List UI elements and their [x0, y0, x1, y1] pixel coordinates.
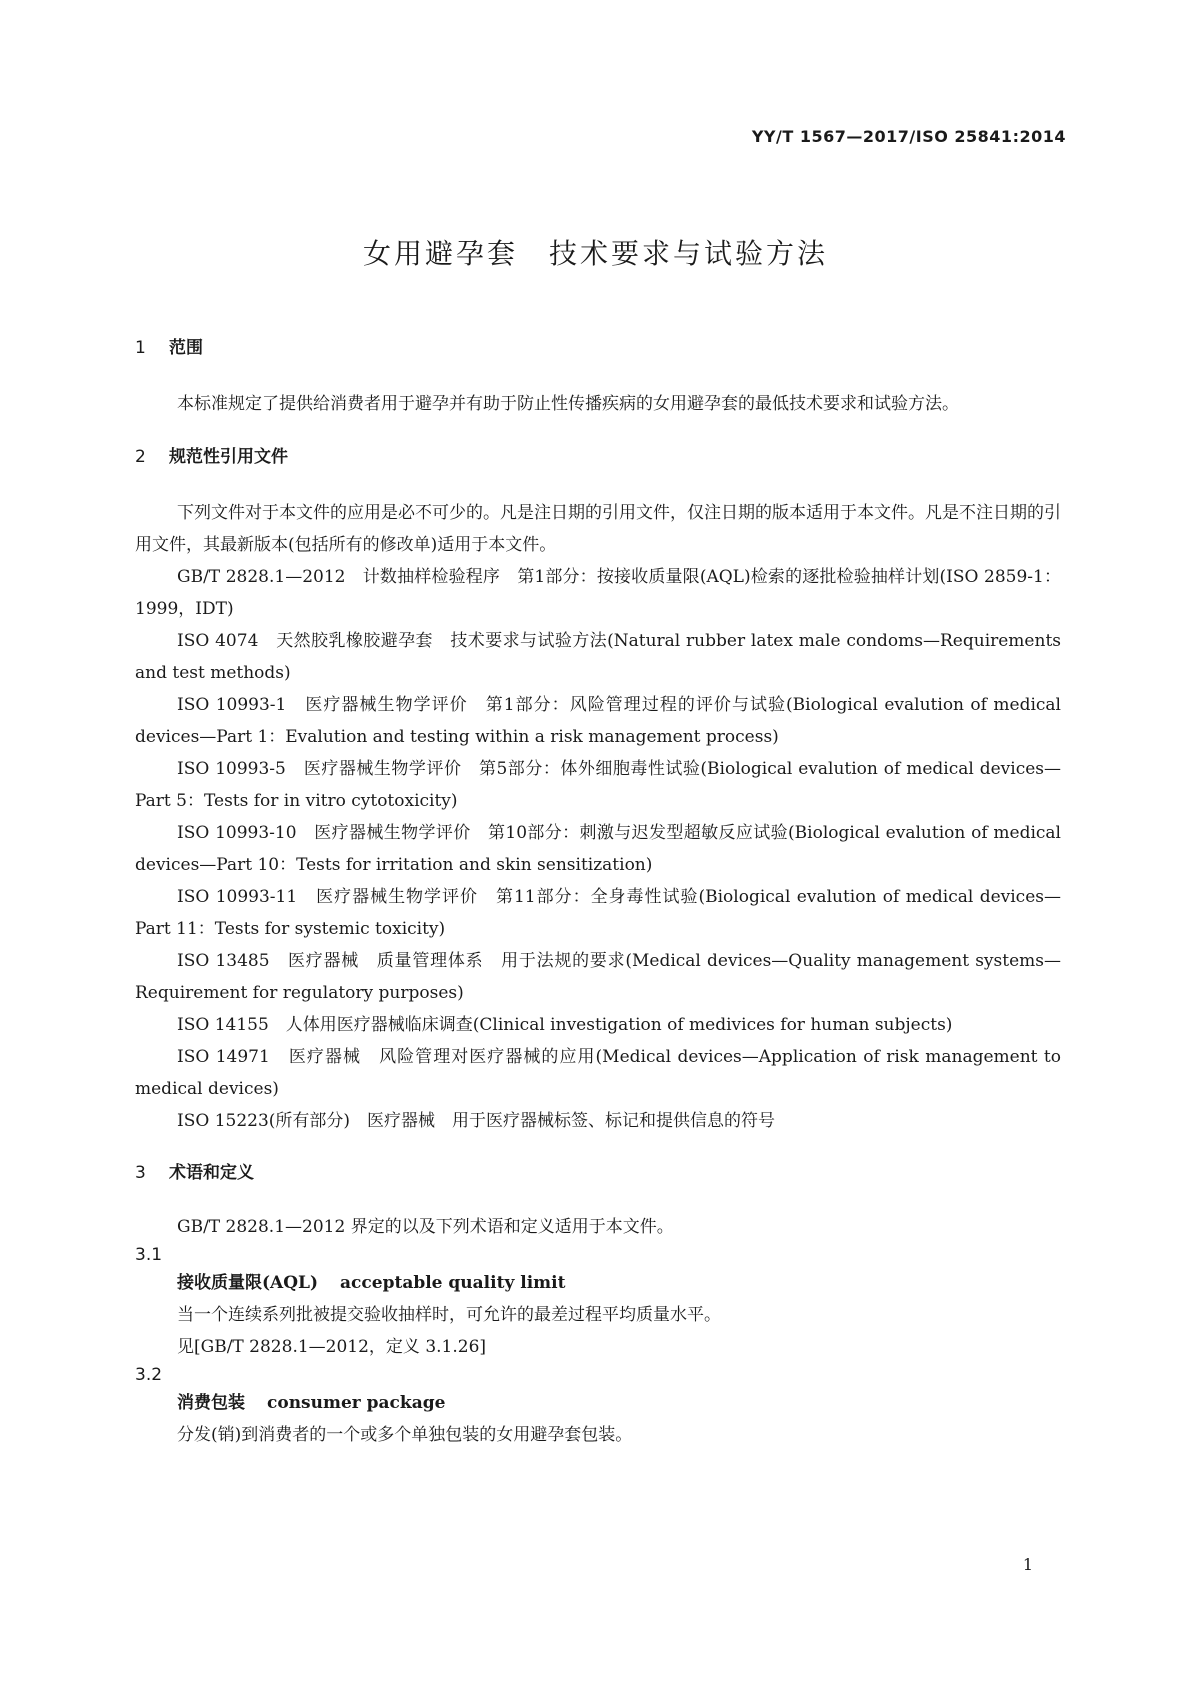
term-source: 见[GB/T 2828.1—2012，定义 3.1.26]: [177, 1337, 487, 1357]
reference-item: ISO 14971 医疗器械 风险管理对医疗器械的应用(Medical devices—Application of risk management to medical devices): [135, 1047, 1061, 1099]
terms-intro: GB/T 2828.1—2012 界定的以及下列术语和定义适用于本文件。: [177, 1217, 674, 1237]
normative-intro: 下列文件对于本文件的应用是必不可少的。凡是注日期的引用文件，仅注日期的版本适用于本文件。凡是不注日期的引用文件，其最新版本(包括所有的修改单)适用于本文件。: [135, 503, 1061, 555]
reference-item: ISO 10993-11 医疗器械生物学评价 第11部分：全身毒性试验(Biological evalution of medical devices—Part 11：Tests for systemic toxicity): [135, 887, 1061, 939]
reference-item: ISO 13485 医疗器械 质量管理体系 用于法规的要求(Medical devices—Quality management systems—Requirement for regulatory purposes): [135, 951, 1061, 1003]
section-number: 3: [135, 1163, 146, 1183]
reference-item: ISO 10993-5 医疗器械生物学评价 第5部分：体外细胞毒性试验(Biological evalution of medical devices—Part 5：Tests for in vitro cytotoxicity): [135, 759, 1061, 811]
reference-item: ISO 15223(所有部分) 医疗器械 用于医疗器械标签、标记和提供信息的符号: [177, 1111, 776, 1131]
section-title: 范围: [169, 338, 203, 358]
document-title: 女用避孕套 技术要求与试验方法: [362, 237, 828, 270]
standard-code: YY/T 1567—2017/ISO 25841:2014: [751, 127, 1066, 146]
term-definition: 分发(销)到消费者的一个或多个单独包装的女用避孕套包装。: [177, 1425, 633, 1445]
reference-item: GB/T 2828.1—2012 计数抽样检验程序 第1部分：按接收质量限(AQL)检索的逐批检验抽样计划(ISO 2859-1：1999，IDT): [135, 567, 1061, 619]
definition-number: 3.1: [135, 1245, 163, 1265]
term-chinese: 接收质量限(AQL): [177, 1273, 319, 1293]
reference-item: ISO 14155 人体用医疗器械临床调查(Clinical investigation of medivices for human subjects): [177, 1015, 953, 1035]
reference-item: ISO 4074 天然胶乳橡胶避孕套 技术要求与试验方法(Natural rubber latex male condoms—Requirements and test methods): [135, 631, 1061, 683]
section-number: 2: [135, 447, 146, 467]
section-heading-scope: [135, 336, 1061, 360]
term-definition: 当一个连续系列批被提交验收抽样时，可允许的最差过程平均质量水平。: [177, 1305, 721, 1325]
section-number: 1: [135, 338, 146, 358]
reference-item: ISO 10993-1 医疗器械生物学评价 第1部分：风险管理过程的评价与试验(Biological evalution of medical devices—Part 1：Evalution and testing within a risk management process): [135, 695, 1061, 747]
term-english: acceptable quality limit: [340, 1273, 566, 1293]
term-english: consumer package: [267, 1393, 446, 1413]
section-heading-terms: [135, 1161, 1061, 1185]
term-heading: [177, 1267, 1061, 1299]
document-body: [135, 336, 1061, 1451]
reference-item: ISO 10993-10 医疗器械生物学评价 第10部分：刺激与迟发型超敏反应试验(Biological evalution of medical devices—Part 10：Tests for irritation and skin sensitization): [135, 823, 1061, 875]
section-title: 术语和定义: [169, 1163, 254, 1183]
term-heading: [177, 1387, 1061, 1419]
scope-paragraph: 本标准规定了提供给消费者用于避孕并有助于防止性传播疾病的女用避孕套的最低技术要求和试验方法。: [177, 394, 959, 414]
page-number: 1: [1022, 1555, 1033, 1574]
definition-number: 3.2: [135, 1365, 163, 1385]
section-heading-normative: [135, 445, 1061, 469]
section-title: 规范性引用文件: [169, 447, 288, 467]
term-chinese: 消费包装: [177, 1393, 245, 1413]
